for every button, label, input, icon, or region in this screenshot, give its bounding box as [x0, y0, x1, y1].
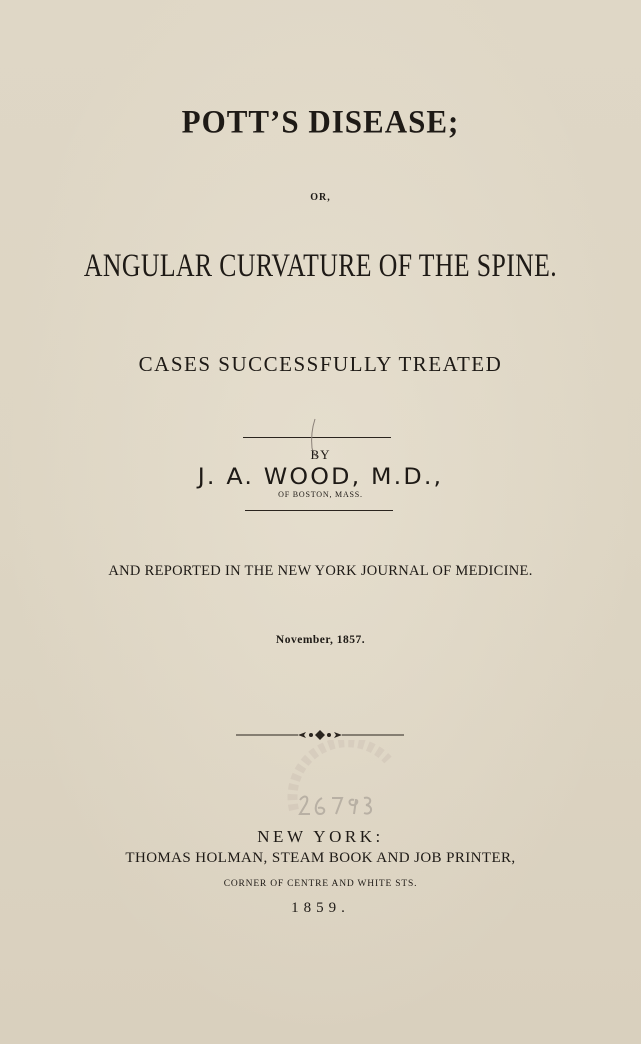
publication-date: November, 1857.: [275, 634, 366, 646]
author-name: J. A. WOOD, M.D.,: [197, 465, 444, 490]
imprint-city: NEW YORK:: [257, 827, 384, 846]
divider-rule-bottom: [245, 510, 393, 511]
book-title: POTT’S DISEASE;: [181, 103, 460, 140]
imprint-year: 1859.: [291, 900, 350, 916]
printer-name: THOMAS HOLMAN, STEAM BOOK AND JOB PRINTER,: [125, 850, 516, 866]
printer-address: CORNER OF CENTRE AND WHITE STS.: [223, 879, 418, 889]
cases-line: CASES SUCCESSFULLY TREATED: [138, 352, 503, 376]
handwritten-number-icon: [296, 792, 376, 818]
by-line: BY: [310, 447, 331, 462]
author-city: OF BOSTON, MASS.: [278, 490, 363, 499]
book-subtitle: ANGULAR CURVATURE OF THE SPINE.: [83, 248, 558, 284]
or-connector: OR,: [310, 192, 331, 203]
reported-line: AND REPORTED IN THE NEW YORK JOURNAL OF MEDICINE.: [108, 563, 533, 579]
